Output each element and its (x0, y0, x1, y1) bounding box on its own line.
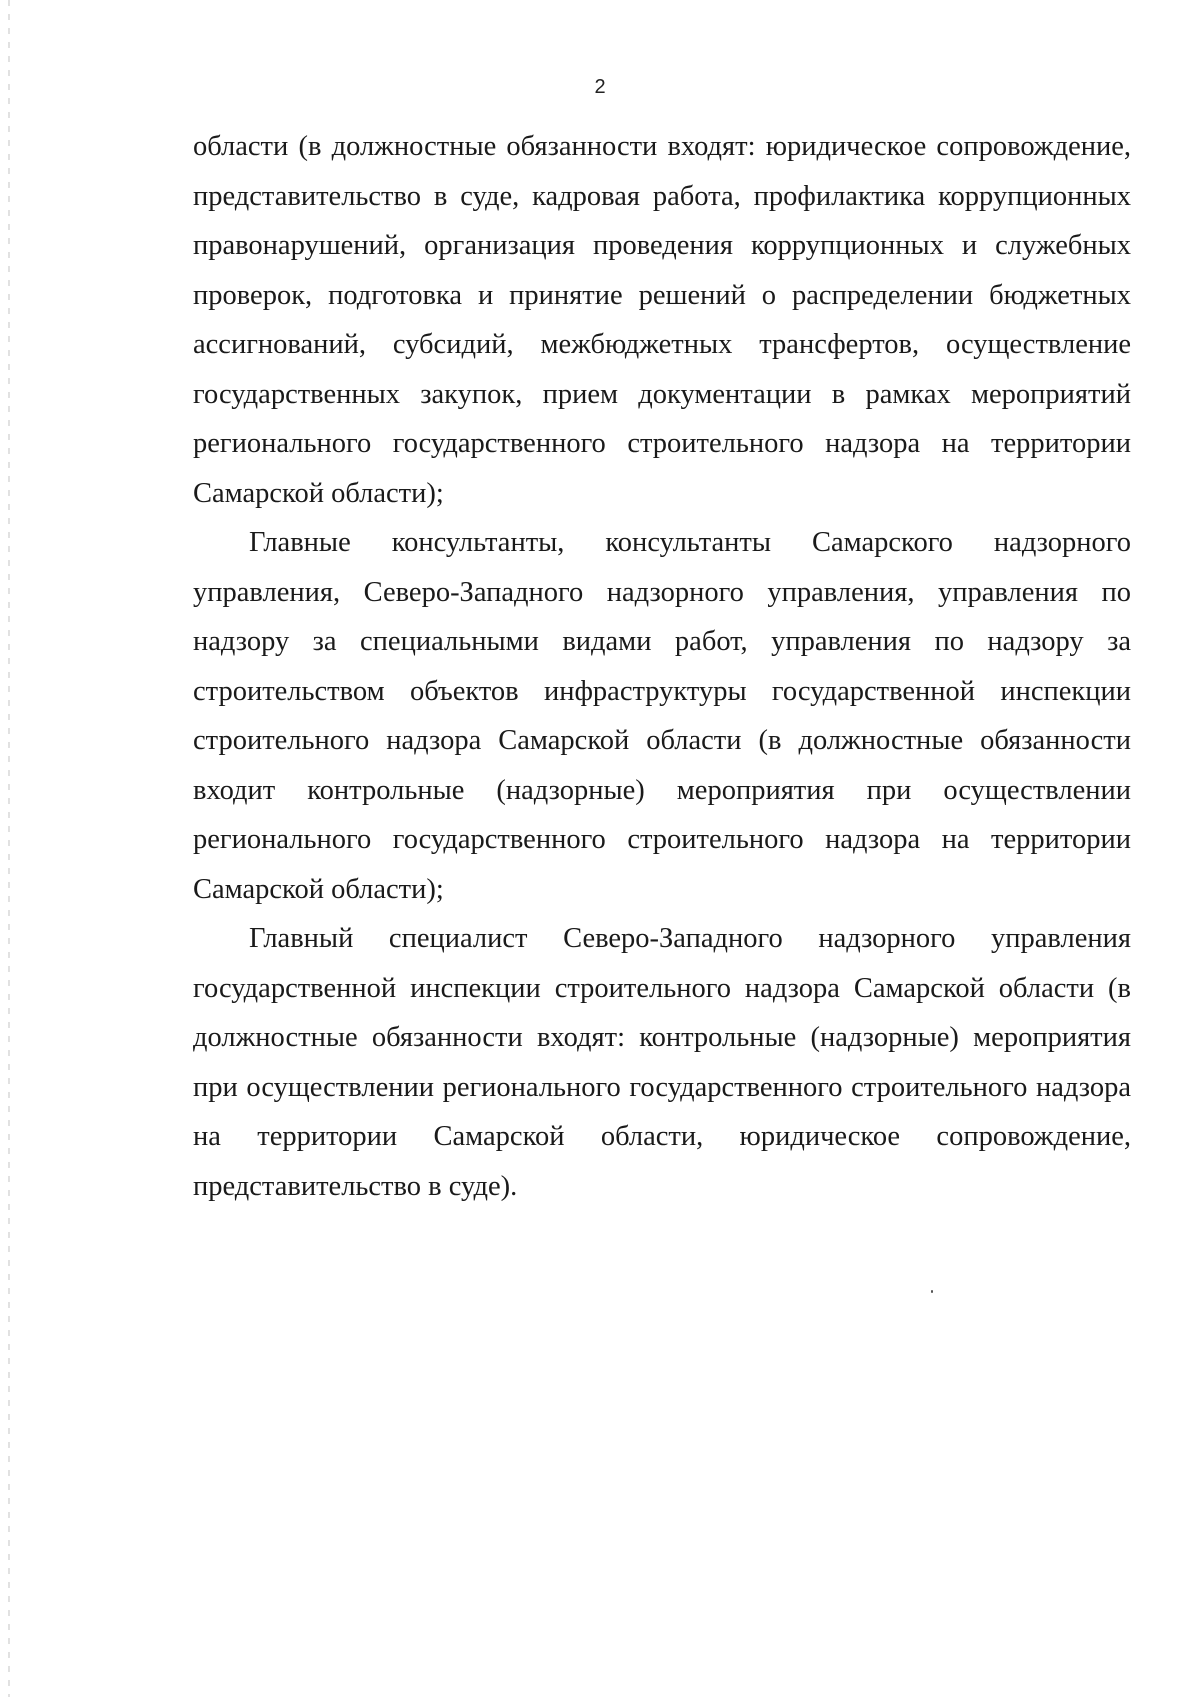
document-body (193, 122, 1131, 1211)
page-number: 2 (594, 76, 606, 98)
scan-speck-artifact (931, 1290, 933, 1293)
paragraph-continuation: области (в должностные обязанности входят: юридическое сопровождение, представительство в суде, кадровая работа, профилактика коррупционных правонарушений, организация проведения коррупционных и служебных проверок, подготовка и принятие решений о распределении бюджетных ассигнований, субсидий, межбюджетных трансфертов, осуществление государственных закупок, прием документации в рамках мероприятий регионального государственного строительного надзора на территории Самарской области); (193, 131, 1131, 509)
scan-edge-artifact (8, 0, 10, 1697)
paragraph-chief-specialist: Главный специалист Северо-Западного надзорного управления государственной инспекции строительного надзора Самарской области (в должностные обязанности входят: контрольные (надзорные) мероприятия при осуществлении регионального государственного строительного надзора на территории Самарской области, юридическое сопровождение, представительство в суде). (193, 923, 1131, 1202)
paragraph-chief-consultants: Главные консультанты, консультанты Самарского надзорного управления, Северо-Западного надзорного управления, управления по надзору за специальными видами работ, управления по надзору за строительством объектов инфраструктуры государственной инспекции строительного надзора Самарской области (в должностные обязанности входит контрольные (надзорные) мероприятия при осуществлении регионального государственного строительного надзора на территории Самарской области); (193, 527, 1131, 905)
